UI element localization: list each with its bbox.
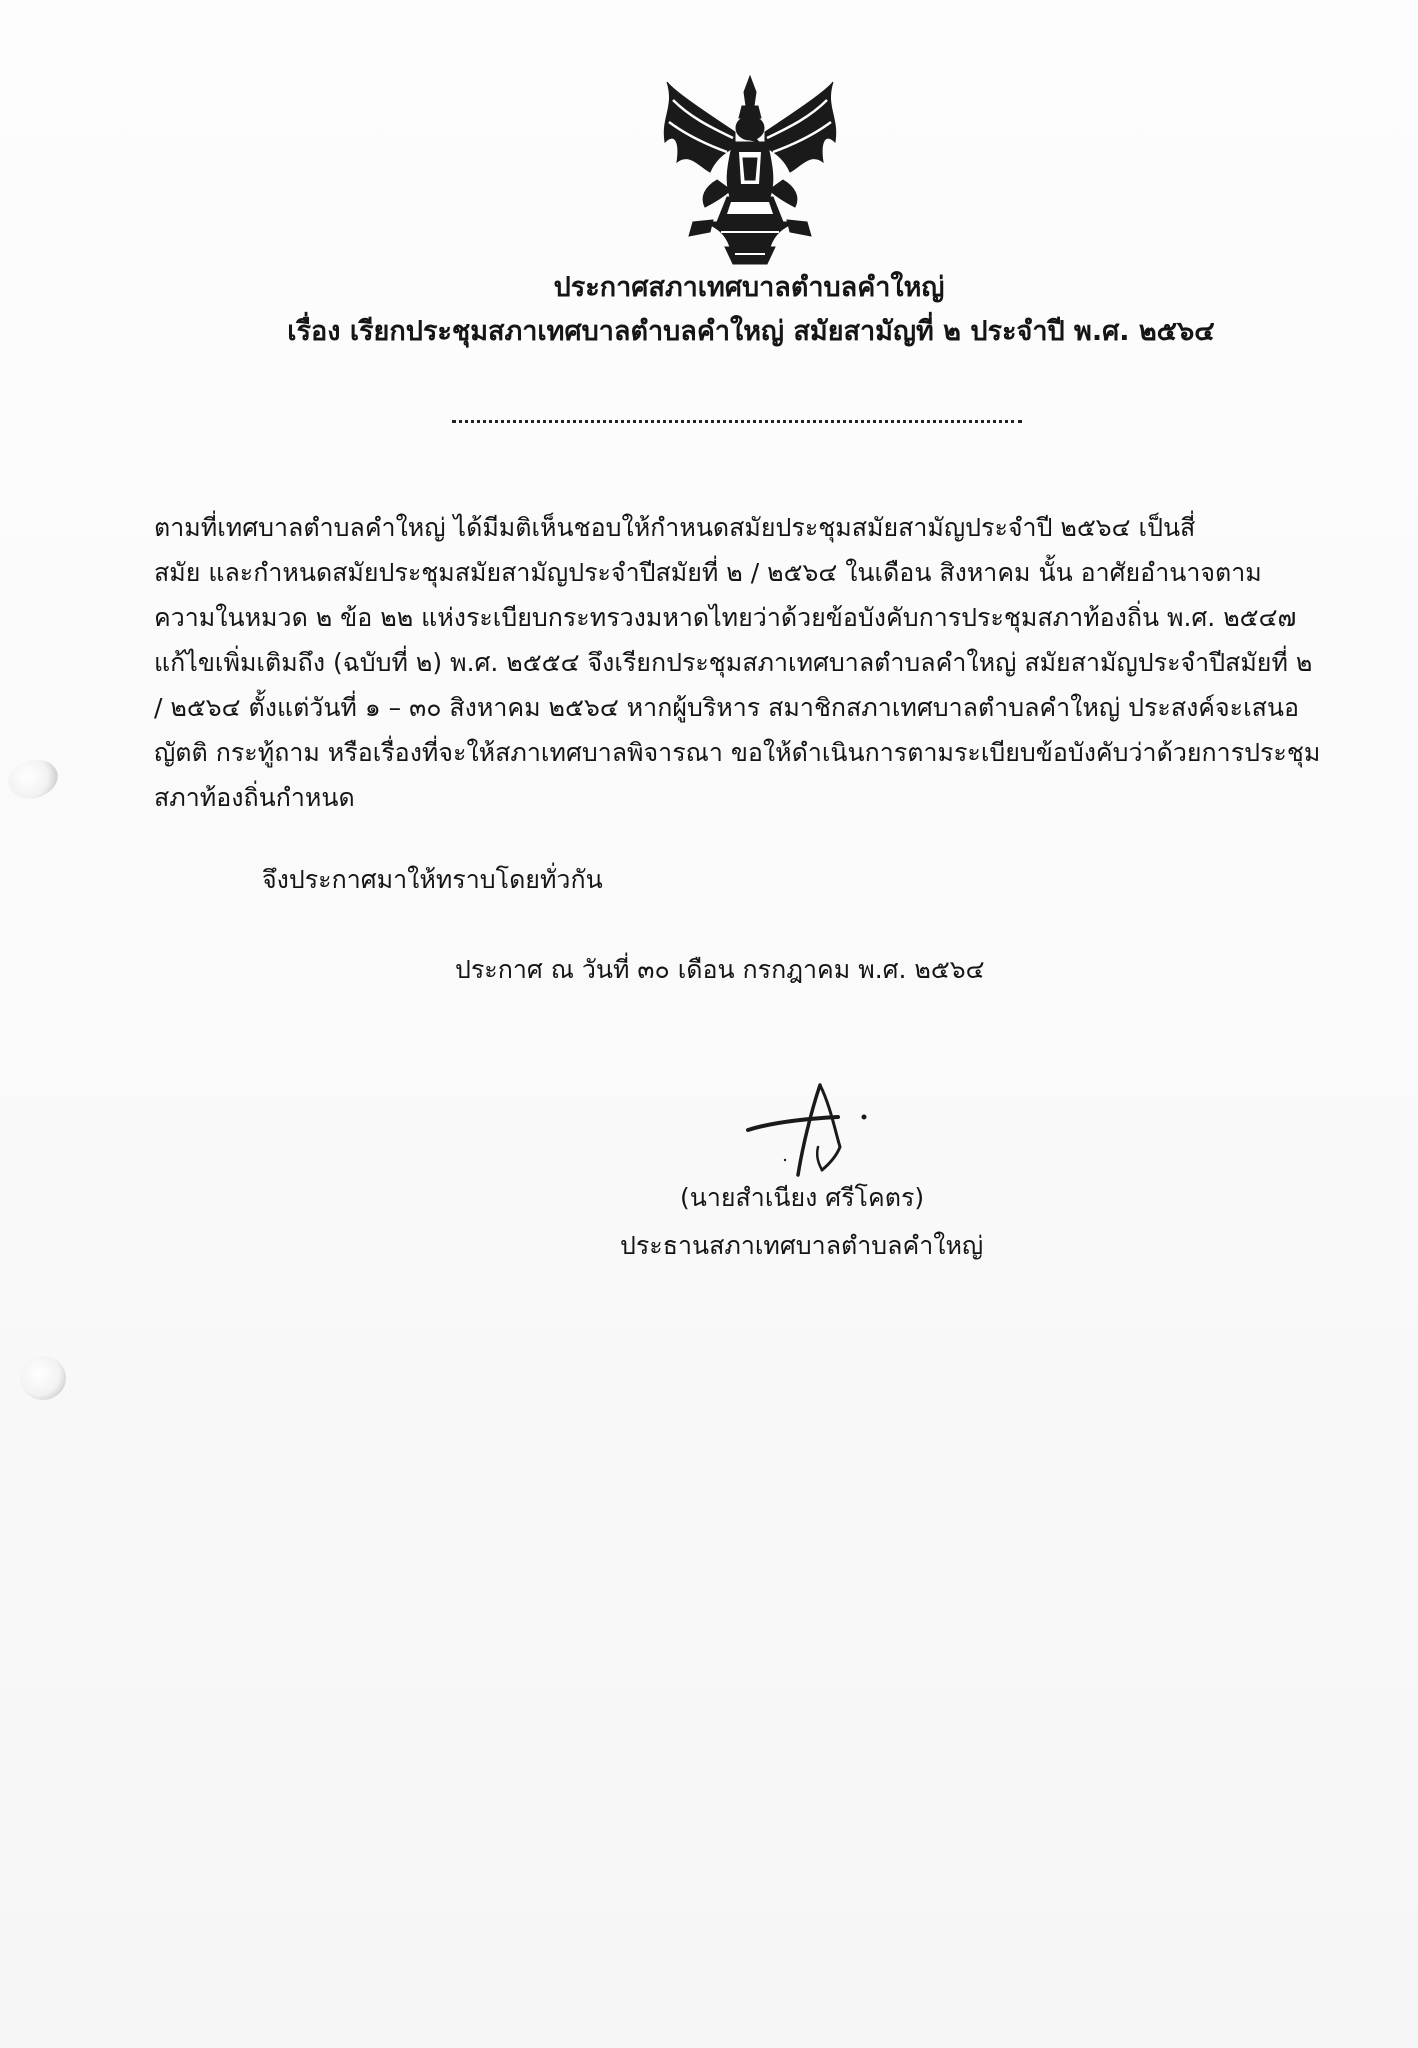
signatory-name: (นายสำเนียง ศรีโคตร) (680, 1183, 925, 1212)
garuda-emblem-icon (655, 72, 845, 267)
handwritten-signature-icon (740, 1075, 890, 1185)
body-line-4: แก้ไขเพิ่มเติมถึง (ฉบับที่ ๒) พ.ศ. ๒๕๕๔ จึงเรียกประชุมสภาเทศบาลตำบลคำใหญ่ สมัยสามัญประจำปีสมัยที่ ๒ (154, 648, 1313, 677)
body-line-7: สภาท้องถิ่นกำหนด (154, 783, 355, 812)
announcement-subject: เรื่อง เรียกประชุมสภาเทศบาลตำบลคำใหญ่ สมัยสามัญที่ ๒ ประจำปี พ.ศ. ๒๕๖๔ (287, 316, 1215, 347)
body-line-2: สมัย และกำหนดสมัยประชุมสมัยสามัญประจำปีสมัยที่ ๒ / ๒๕๖๔ ในเดือน สิงหาคม นั้น อาศัยอำนาจตาม (154, 558, 1262, 587)
body-line-3: ความในหมวด ๒ ข้อ ๒๒ แห่งระเบียบกระทรวงมหาดไทยว่าด้วยข้อบังคับการประชุมสภาท้องถิ่น พ.ศ. ๒๕๔๗ (154, 603, 1297, 632)
dotted-divider (452, 420, 1022, 423)
body-line-5: / ๒๕๖๔ ตั้งแต่วันที่ ๑ – ๓๐ สิงหาคม ๒๕๖๔ หากผู้บริหาร สมาชิกสภาเทศบาลตำบลคำใหญ่ ประสงค์จะเสนอ (154, 693, 1300, 722)
body-line-1: ตามที่เทศบาลตำบลคำใหญ่ ได้มีมติเห็นชอบให้กำหนดสมัยประชุมสมัยสามัญประจำปี ๒๕๖๔ เป็นสี่ (154, 513, 1196, 542)
signatory-position: ประธานสภาเทศบาลตำบลคำใหญ่ (620, 1231, 984, 1260)
closing-statement: จึงประกาศมาให้ทราบโดยทั่วกัน (262, 865, 603, 894)
punch-hole-mark (4, 754, 62, 804)
body-line-6: ญัตติ กระทู้ถาม หรือเรื่องที่จะให้สภาเทศบาลพิจารณา ขอให้ดำเนินการตามระเบียบข้อบังคับว่าด้วยการประชุม (154, 738, 1321, 767)
punch-hole-mark (20, 1356, 66, 1400)
announcement-title: ประกาศสภาเทศบาลตำบลคำใหญ่ (553, 272, 945, 303)
announcement-date: ประกาศ ณ วันที่ ๓๐ เดือน กรกฎาคม พ.ศ. ๒๕๖๔ (455, 955, 985, 984)
